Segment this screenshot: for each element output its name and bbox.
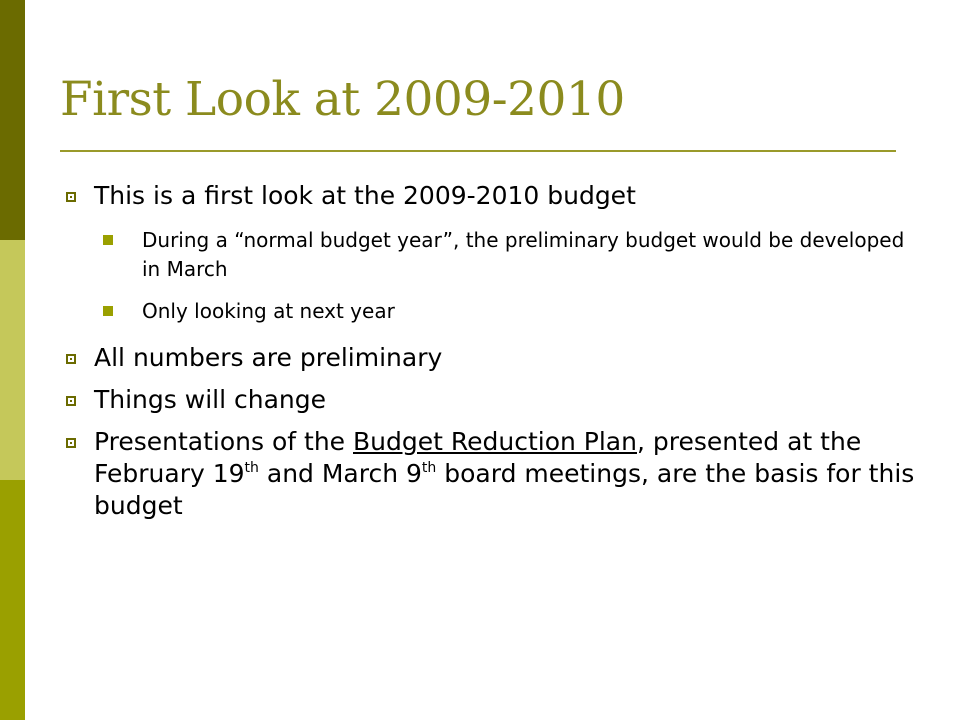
bullet-preliminary bbox=[66, 342, 926, 374]
bullet-text: and March 9 bbox=[258, 459, 422, 488]
ordinal-suffix: th bbox=[244, 460, 259, 476]
bullet-presentations bbox=[66, 426, 926, 522]
sub-bullet-normal-year bbox=[136, 226, 926, 284]
square-bullet-icon bbox=[66, 438, 76, 448]
square-bullet-icon bbox=[66, 396, 76, 406]
filled-square-bullet-icon bbox=[103, 235, 113, 245]
budget-reduction-plan-link[interactable]: Budget Reduction Plan bbox=[353, 427, 637, 456]
sub-bullet-text: During a “normal budget year”, the preliminary budget would be developed in March bbox=[142, 228, 905, 281]
slide-title: First Look at 2009-2010 bbox=[60, 72, 625, 127]
square-bullet-icon bbox=[66, 354, 76, 364]
bullet-text: All numbers are preliminary bbox=[94, 343, 443, 372]
bullet-text: , presented at the February 19 bbox=[94, 427, 862, 488]
ordinal-suffix: th bbox=[421, 460, 437, 476]
sidebar-band-middle bbox=[0, 240, 25, 480]
bullet-text: board meetings, are the basis for this budget bbox=[94, 459, 915, 520]
bullet-text: This is a first look at the 2009-2010 budget bbox=[94, 181, 636, 210]
sidebar-band-top bbox=[0, 0, 25, 240]
sub-bullet-text: Only looking at next year bbox=[142, 299, 395, 323]
bullet-text: Presentations of the bbox=[94, 427, 353, 456]
slide-content bbox=[66, 176, 926, 522]
sidebar-band-bottom bbox=[0, 480, 25, 720]
bullet-first-look bbox=[66, 180, 926, 212]
filled-square-bullet-icon bbox=[103, 306, 113, 316]
bullet-things-change bbox=[66, 384, 926, 416]
title-divider bbox=[60, 150, 896, 152]
bullet-text: Things will change bbox=[94, 385, 326, 414]
square-bullet-icon bbox=[66, 192, 76, 202]
sub-bullet-next-year bbox=[136, 297, 926, 326]
